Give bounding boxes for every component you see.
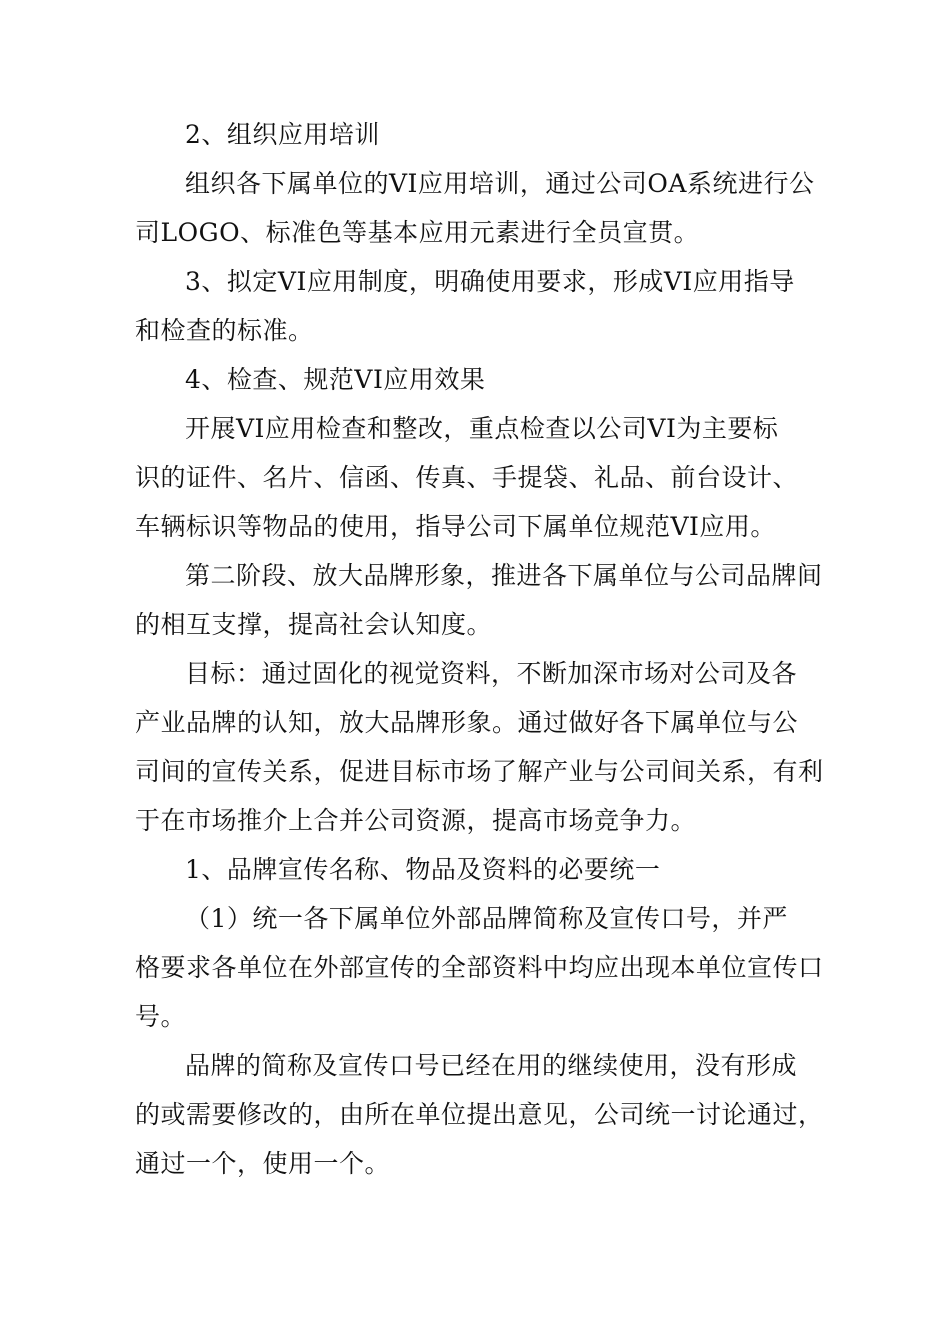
text-line: 通过一个，使用一个。 bbox=[135, 1149, 391, 1178]
document-body bbox=[135, 110, 825, 1188]
text-line: 2、组织应用培训 bbox=[185, 120, 380, 149]
text-line: 司LOGO、标准色等基本应用元素进行全员宣贯。 bbox=[135, 218, 700, 247]
text-line: 号。 bbox=[135, 1002, 187, 1031]
paragraph-heading-unification bbox=[135, 845, 825, 894]
paragraph-stage-two bbox=[135, 551, 825, 649]
paragraph-inspection-detail bbox=[135, 404, 825, 551]
text-line: 的或需要修改的，由所在单位提出意见，公司统一讨论通过， bbox=[135, 1100, 824, 1129]
text-line: 识的证件、名片、信函、传真、手提袋、礼品、前台设计、 bbox=[135, 463, 799, 492]
text-line: 的相互支撑，提高社会认知度。 bbox=[135, 610, 493, 639]
paragraph-vi-policy bbox=[135, 257, 825, 355]
paragraph-heading-inspection bbox=[135, 355, 825, 404]
text-line: 格要求各单位在外部宣传的全部资料中均应出现本单位宣传口 bbox=[135, 953, 824, 982]
text-line: 车辆标识等物品的使用，指导公司下属单位规范VI应用。 bbox=[135, 512, 776, 541]
text-line: 品牌的简称及宣传口号已经在用的继续使用，没有形成 bbox=[185, 1051, 798, 1080]
text-line: 1、品牌宣传名称、物品及资料的必要统一 bbox=[185, 855, 661, 884]
text-line: 4、检查、规范VI应用效果 bbox=[185, 365, 486, 394]
text-line: 于在市场推介上合并公司资源，提高市场竞争力。 bbox=[135, 806, 697, 835]
text-line: 产业品牌的认知，放大品牌形象。通过做好各下属单位与公 bbox=[135, 708, 799, 737]
paragraph-training-detail bbox=[135, 159, 825, 257]
paragraph-heading-training bbox=[135, 110, 825, 159]
text-line: 开展VI应用检查和整改，重点检查以公司VI为主要标 bbox=[185, 414, 779, 443]
text-line: （1）统一各下属单位外部品牌简称及宣传口号，并严 bbox=[185, 904, 788, 933]
text-line: 和检查的标准。 bbox=[135, 316, 314, 345]
text-line: 目标：通过固化的视觉资料，不断加深市场对公司及各 bbox=[185, 659, 798, 688]
paragraph-slogan-usage bbox=[135, 1041, 825, 1188]
text-line: 司间的宣传关系，促进目标市场了解产业与公司间关系，有利 bbox=[135, 757, 824, 786]
text-line: 组织各下属单位的VI应用培训，通过公司OA系统进行公 bbox=[185, 169, 815, 198]
paragraph-goal bbox=[135, 649, 825, 845]
text-line: 第二阶段、放大品牌形象，推进各下属单位与公司品牌间 bbox=[185, 561, 823, 590]
paragraph-unification-item-1 bbox=[135, 894, 825, 1041]
text-line: 3、拟定VI应用制度，明确使用要求，形成VI应用指导 bbox=[185, 267, 795, 296]
